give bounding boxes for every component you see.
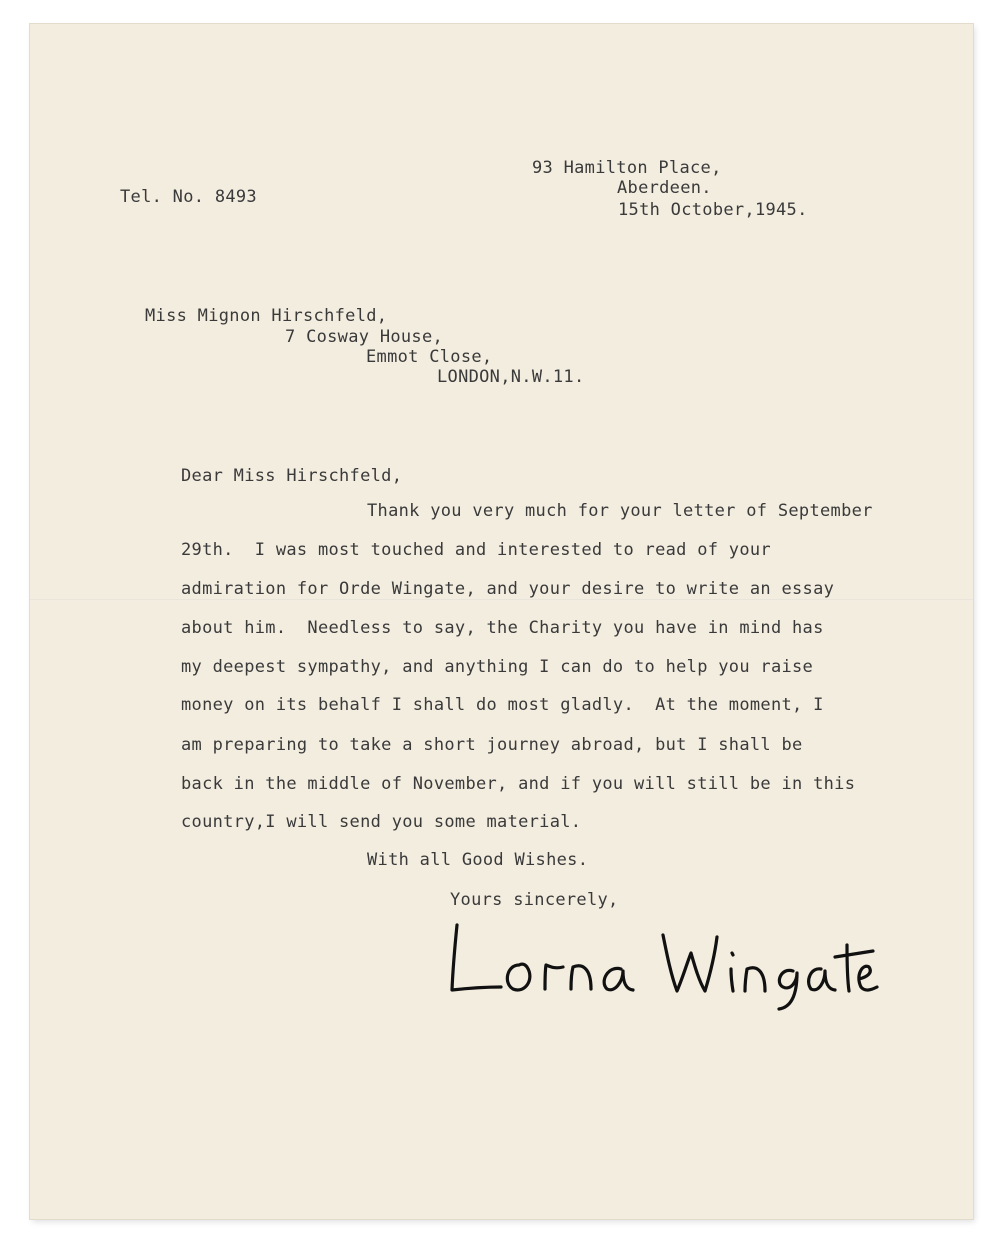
closing-wishes: With all Good Wishes. <box>367 850 589 870</box>
recipient-address-line1: 7 Cosway House, <box>285 327 444 347</box>
sender-address-line1: 93 Hamilton Place, <box>532 158 722 178</box>
paper-fold <box>30 599 973 601</box>
handwritten-signature <box>415 895 885 1015</box>
salutation: Dear Miss Hirschfeld, <box>181 466 403 486</box>
body-line: am preparing to take a short journey abroad, but I shall be <box>181 735 803 755</box>
recipient-address-line3: LONDON,N.W.11. <box>437 367 585 387</box>
body-line: Thank you very much for your letter of September <box>367 501 873 521</box>
body-line: about him. Needless to say, the Charity you have in mind has <box>181 618 824 638</box>
body-line: back in the middle of November, and if you will still be in this <box>181 774 856 794</box>
recipient-address-line2: Emmot Close, <box>366 347 493 367</box>
sender-address-line2: Aberdeen. <box>617 178 712 198</box>
body-line: country,I will send you some material. <box>181 812 582 832</box>
letter-date: 15th October,1945. <box>618 200 808 220</box>
body-line: 29th. I was most touched and interested to read of your <box>181 540 771 560</box>
body-line: my deepest sympathy, and anything I can do to help you raise <box>181 657 814 677</box>
sign-off: Yours sincerely, <box>450 890 619 910</box>
body-line: admiration for Orde Wingate, and your desire to write an essay <box>181 579 835 599</box>
recipient-name: Miss Mignon Hirschfeld, <box>145 306 388 326</box>
body-line: money on its behalf I shall do most gladly. At the moment, I <box>181 695 824 715</box>
telephone-number: Tel. No. 8493 <box>120 187 257 207</box>
